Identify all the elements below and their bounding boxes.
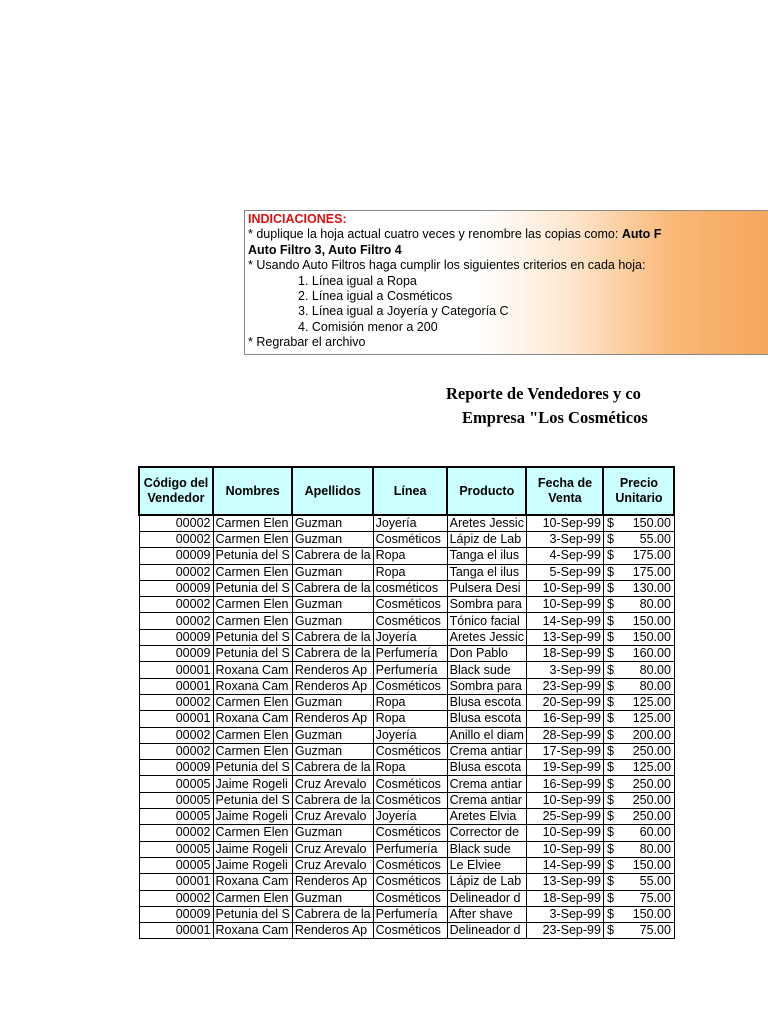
cell-linea[interactable]: Ropa (373, 760, 447, 776)
cell-linea[interactable]: Cosméticos (373, 923, 447, 939)
cell-linea[interactable]: Ropa (373, 694, 447, 710)
cell-fecha[interactable]: 13-Sep-99 (526, 874, 603, 890)
cell-precio[interactable] (603, 678, 674, 694)
cell-fecha[interactable]: 16-Sep-99 (526, 711, 603, 727)
cell-producto[interactable]: Sombra para (447, 678, 526, 694)
report-title (370, 382, 768, 430)
header-precio[interactable]: Precio Unitario (603, 467, 674, 515)
price-amount: 80.00 (639, 678, 671, 693)
cell-fecha[interactable]: 20-Sep-99 (526, 694, 603, 710)
table-row (139, 629, 674, 645)
price-amount: 80.00 (639, 841, 671, 856)
cell-apellidos[interactable]: Cabrera de la (292, 760, 373, 776)
cell-codigo[interactable]: 00002 (139, 532, 213, 548)
price-amount: 175.00 (632, 548, 671, 563)
report-title-line-2: Empresa "Los Cosméticos (462, 408, 648, 427)
cell-linea[interactable]: Cosméticos (373, 890, 447, 906)
table-row (139, 532, 674, 548)
cell-apellidos[interactable]: Cabrera de la (292, 548, 373, 564)
currency-symbol: $ (606, 890, 614, 905)
cell-producto[interactable]: Crema antiar (447, 792, 526, 808)
price-amount: 80.00 (639, 597, 671, 612)
table-row (139, 646, 674, 662)
cell-precio[interactable] (603, 646, 674, 662)
cell-apellidos[interactable]: Cruz Arevalo (292, 857, 373, 873)
price-amount: 250.00 (632, 809, 671, 824)
table-row (139, 906, 674, 922)
cell-producto[interactable]: Don Pablo (447, 646, 526, 662)
cell-nombres[interactable]: Carmen Elen (213, 597, 292, 613)
table-body (139, 515, 674, 939)
cell-apellidos[interactable]: Cruz Arevalo (292, 841, 373, 857)
cell-linea[interactable]: Cosméticos (373, 825, 447, 841)
report-title-line-1: Reporte de Vendedores y co (446, 384, 641, 403)
cell-precio[interactable] (603, 743, 674, 759)
price-amount: 125.00 (632, 711, 671, 726)
cell-precio[interactable] (603, 597, 674, 613)
table-row (139, 711, 674, 727)
cell-linea[interactable]: Cosméticos (373, 613, 447, 629)
price-amount: 150.00 (632, 613, 671, 628)
cell-codigo[interactable]: 00002 (139, 825, 213, 841)
cell-nombres[interactable]: Petunia del S (213, 548, 292, 564)
price-amount: 125.00 (632, 695, 671, 710)
table-row (139, 564, 674, 580)
currency-symbol: $ (606, 874, 614, 889)
cell-nombres[interactable]: Carmen Elen (213, 564, 292, 580)
currency-symbol: $ (606, 841, 614, 856)
currency-symbol: $ (606, 906, 614, 921)
currency-symbol: $ (606, 744, 614, 758)
table-row (139, 776, 674, 792)
currency-symbol: $ (606, 564, 614, 579)
header-nombres[interactable]: Nombres (213, 467, 292, 515)
instructions-line-save: * Regrabar el archivo (248, 335, 366, 350)
cell-fecha[interactable]: 16-Sep-99 (526, 776, 603, 792)
cell-apellidos[interactable]: Cruz Arevalo (292, 776, 373, 792)
cell-apellidos[interactable]: Cabrera de la (292, 906, 373, 922)
cell-fecha[interactable]: 3-Sep-99 (526, 662, 603, 678)
sales-table (138, 466, 675, 939)
cell-producto[interactable]: Aretes Elvia (447, 809, 526, 825)
cell-linea[interactable]: Ropa (373, 548, 447, 564)
cell-apellidos[interactable]: Guzman (292, 515, 373, 532)
cell-codigo[interactable]: 00002 (139, 694, 213, 710)
cell-fecha[interactable]: 28-Sep-99 (526, 727, 603, 743)
currency-symbol: $ (606, 613, 614, 628)
cell-apellidos[interactable]: Guzman (292, 743, 373, 759)
cell-fecha[interactable]: 23-Sep-99 (526, 923, 603, 939)
cell-codigo[interactable]: 00002 (139, 743, 213, 759)
cell-producto[interactable]: Sombra para (447, 597, 526, 613)
cell-producto[interactable]: Le Elviee (447, 857, 526, 873)
price-amount: 250.00 (632, 744, 671, 758)
cell-fecha[interactable]: 10-Sep-99 (526, 825, 603, 841)
cell-precio[interactable] (603, 613, 674, 629)
cell-codigo[interactable]: 00001 (139, 923, 213, 939)
instructions-line-sheet-names: Auto Filtro 3, Auto Filtro 4 (248, 242, 402, 257)
cell-nombres[interactable]: Carmen Elen (213, 515, 292, 532)
cell-precio[interactable] (603, 906, 674, 922)
cell-apellidos[interactable]: Renderos Ap (292, 923, 373, 939)
cell-nombres[interactable]: Carmen Elen (213, 727, 292, 743)
cell-fecha[interactable]: 18-Sep-99 (526, 646, 603, 662)
cell-linea[interactable]: Joyería (373, 629, 447, 645)
instructions-line-autofilter: * Usando Auto Filtros haga cumplir los siguientes criterios en cada hoja: (248, 258, 646, 273)
cell-codigo[interactable]: 00009 (139, 760, 213, 776)
cell-fecha[interactable]: 10-Sep-99 (526, 515, 603, 532)
cell-producto[interactable]: Lápiz de Lab (447, 874, 526, 890)
cell-fecha[interactable]: 5-Sep-99 (526, 564, 603, 580)
currency-symbol: $ (606, 923, 614, 938)
cell-nombres[interactable]: Roxana Cam (213, 874, 292, 890)
currency-symbol: $ (606, 711, 614, 726)
cell-codigo[interactable]: 00005 (139, 776, 213, 792)
price-amount: 200.00 (632, 727, 671, 742)
table-row (139, 890, 674, 906)
cell-linea[interactable]: Cosméticos (373, 597, 447, 613)
currency-symbol: $ (606, 776, 614, 791)
cell-nombres[interactable]: Carmen Elen (213, 890, 292, 906)
cell-nombres[interactable]: Petunia del S (213, 629, 292, 645)
cell-producto[interactable]: Black sude (447, 841, 526, 857)
cell-codigo[interactable]: 00002 (139, 727, 213, 743)
header-producto[interactable]: Producto (447, 467, 526, 515)
currency-symbol: $ (606, 646, 614, 661)
price-amount: 150.00 (632, 516, 671, 530)
cell-codigo[interactable]: 00002 (139, 890, 213, 906)
currency-symbol: $ (606, 532, 614, 547)
currency-symbol: $ (606, 809, 614, 824)
table-row (139, 923, 674, 939)
cell-precio[interactable] (603, 890, 674, 906)
cell-fecha[interactable]: 10-Sep-99 (526, 792, 603, 808)
cell-codigo[interactable]: 00001 (139, 711, 213, 727)
cell-linea[interactable]: Joyería (373, 515, 447, 532)
cell-apellidos[interactable]: Cabrera de la (292, 629, 373, 645)
cell-linea[interactable]: Perfumería (373, 841, 447, 857)
cell-linea[interactable]: Perfumería (373, 662, 447, 678)
cell-precio[interactable] (603, 760, 674, 776)
cell-linea[interactable]: Cosméticos (373, 743, 447, 759)
cell-precio[interactable] (603, 629, 674, 645)
cell-producto[interactable]: Tónico facial (447, 613, 526, 629)
header-fecha[interactable]: Fecha de Venta (526, 467, 603, 515)
cell-linea[interactable]: Joyería (373, 809, 447, 825)
cell-precio[interactable] (603, 776, 674, 792)
cell-producto[interactable]: Anillo el diam (447, 727, 526, 743)
cell-precio[interactable] (603, 548, 674, 564)
cell-apellidos[interactable]: Guzman (292, 613, 373, 629)
cell-fecha[interactable]: 13-Sep-99 (526, 629, 603, 645)
currency-symbol: $ (606, 858, 614, 873)
criterion-1: 1. Línea igual a Ropa (298, 273, 417, 288)
currency-symbol: $ (606, 662, 614, 677)
cell-precio[interactable] (603, 727, 674, 743)
cell-nombres[interactable]: Jaime Rogeli (213, 857, 292, 873)
header-row (139, 467, 674, 515)
instructions-line-duplicate: * duplique la hoja actual cuatro veces y renombre las copias como: Auto F (248, 227, 662, 242)
cell-fecha[interactable]: 23-Sep-99 (526, 678, 603, 694)
cell-apellidos[interactable]: Renderos Ap (292, 662, 373, 678)
header-codigo[interactable]: Código del Vendedor (139, 467, 213, 515)
table-row (139, 548, 674, 564)
cell-fecha[interactable]: 14-Sep-99 (526, 613, 603, 629)
cell-fecha[interactable]: 19-Sep-99 (526, 760, 603, 776)
currency-symbol: $ (606, 678, 614, 693)
criterion-4: 4. Comisión menor a 200 (298, 319, 438, 334)
cell-codigo[interactable]: 00001 (139, 874, 213, 890)
price-amount: 250.00 (632, 776, 671, 791)
cell-linea[interactable]: Cosméticos (373, 532, 447, 548)
cell-apellidos[interactable]: Guzman (292, 532, 373, 548)
table-row (139, 841, 674, 857)
cell-nombres[interactable]: Petunia del S (213, 906, 292, 922)
cell-fecha[interactable]: 3-Sep-99 (526, 906, 603, 922)
table-row (139, 694, 674, 710)
cell-fecha[interactable]: 4-Sep-99 (526, 548, 603, 564)
cell-producto[interactable]: Crema antiar (447, 776, 526, 792)
price-amount: 55.00 (639, 874, 671, 889)
cell-codigo[interactable]: 00005 (139, 841, 213, 857)
cell-nombres[interactable]: Carmen Elen (213, 825, 292, 841)
cell-producto[interactable]: Corrector de (447, 825, 526, 841)
cell-fecha[interactable]: 25-Sep-99 (526, 809, 603, 825)
cell-producto[interactable]: Blusa escota (447, 711, 526, 727)
currency-symbol: $ (606, 548, 614, 563)
header-linea[interactable]: Línea (373, 467, 447, 515)
cell-producto[interactable]: Delineador d (447, 923, 526, 939)
cell-codigo[interactable]: 00002 (139, 613, 213, 629)
cell-nombres[interactable]: Jaime Rogeli (213, 841, 292, 857)
price-amount: 250.00 (632, 792, 671, 807)
cell-precio[interactable] (603, 515, 674, 532)
cell-apellidos[interactable]: Cabrera de la (292, 580, 373, 596)
cell-producto[interactable]: After shave (447, 906, 526, 922)
cell-apellidos[interactable]: Cabrera de la (292, 646, 373, 662)
cell-nombres[interactable]: Roxana Cam (213, 662, 292, 678)
cell-nombres[interactable]: Carmen Elen (213, 532, 292, 548)
price-amount: 125.00 (632, 760, 671, 775)
cell-fecha[interactable]: 10-Sep-99 (526, 580, 603, 596)
currency-symbol: $ (606, 792, 614, 807)
cell-precio[interactable] (603, 711, 674, 727)
currency-symbol: $ (606, 727, 614, 742)
price-amount: 130.00 (632, 581, 671, 596)
cell-nombres[interactable]: Roxana Cam (213, 711, 292, 727)
cell-codigo[interactable]: 00009 (139, 580, 213, 596)
cell-precio[interactable] (603, 825, 674, 841)
cell-precio[interactable] (603, 580, 674, 596)
cell-linea[interactable]: Perfumería (373, 906, 447, 922)
cell-linea[interactable]: Cosméticos (373, 792, 447, 808)
cell-codigo[interactable]: 00009 (139, 906, 213, 922)
cell-producto[interactable]: Aretes Jessic (447, 629, 526, 645)
cell-linea[interactable]: cosméticos (373, 580, 447, 596)
price-amount: 75.00 (639, 890, 671, 905)
cell-producto[interactable]: Delineador d (447, 890, 526, 906)
cell-linea[interactable]: Ropa (373, 564, 447, 580)
table-row (139, 792, 674, 808)
price-amount: 60.00 (639, 825, 671, 840)
currency-symbol: $ (606, 760, 614, 775)
cell-fecha[interactable]: 10-Sep-99 (526, 841, 603, 857)
table-row (139, 874, 674, 890)
cell-linea[interactable]: Cosméticos (373, 874, 447, 890)
table-row (139, 678, 674, 694)
currency-symbol: $ (606, 581, 614, 596)
cell-fecha[interactable]: 10-Sep-99 (526, 597, 603, 613)
currency-symbol: $ (606, 695, 614, 710)
table-row (139, 580, 674, 596)
price-amount: 150.00 (632, 906, 671, 921)
table-row (139, 613, 674, 629)
currency-symbol: $ (606, 825, 614, 840)
table-row (139, 825, 674, 841)
criterion-2: 2. Línea igual a Cosméticos (298, 289, 453, 304)
cell-producto[interactable]: Black sude (447, 662, 526, 678)
cell-linea[interactable]: Ropa (373, 711, 447, 727)
cell-linea[interactable]: Cosméticos (373, 857, 447, 873)
cell-apellidos[interactable]: Renderos Ap (292, 874, 373, 890)
cell-producto[interactable]: Lápiz de Lab (447, 532, 526, 548)
cell-linea[interactable]: Perfumería (373, 646, 447, 662)
cell-producto[interactable]: Aretes Jessic (447, 515, 526, 532)
cell-codigo[interactable]: 00001 (139, 678, 213, 694)
table-row (139, 857, 674, 873)
currency-symbol: $ (606, 629, 614, 644)
cell-producto[interactable]: Crema antiar (447, 743, 526, 759)
cell-precio[interactable] (603, 694, 674, 710)
cell-precio[interactable] (603, 792, 674, 808)
table-row (139, 727, 674, 743)
cell-apellidos[interactable]: Cabrera de la (292, 792, 373, 808)
cell-fecha[interactable]: 18-Sep-99 (526, 890, 603, 906)
cell-nombres[interactable]: Jaime Rogeli (213, 809, 292, 825)
cell-apellidos[interactable]: Guzman (292, 564, 373, 580)
cell-precio[interactable] (603, 662, 674, 678)
table-row (139, 809, 674, 825)
cell-nombres[interactable]: Petunia del S (213, 580, 292, 596)
price-amount: 80.00 (639, 662, 671, 677)
cell-nombres[interactable]: Petunia del S (213, 792, 292, 808)
cell-nombres[interactable]: Carmen Elen (213, 743, 292, 759)
cell-linea[interactable]: Joyería (373, 727, 447, 743)
table-row (139, 597, 674, 613)
cell-fecha[interactable]: 17-Sep-99 (526, 743, 603, 759)
cell-producto[interactable]: Blusa escota (447, 694, 526, 710)
instructions-title: INDICIACIONES: (248, 212, 347, 226)
cell-nombres[interactable]: Roxana Cam (213, 678, 292, 694)
cell-producto[interactable]: Pulsera Desi (447, 580, 526, 596)
table-row (139, 760, 674, 776)
cell-apellidos[interactable]: Guzman (292, 727, 373, 743)
cell-nombres[interactable]: Petunia del S (213, 760, 292, 776)
table-row (139, 515, 674, 532)
price-amount: 160.00 (632, 646, 671, 661)
cell-nombres[interactable]: Petunia del S (213, 646, 292, 662)
cell-apellidos[interactable]: Renderos Ap (292, 678, 373, 694)
price-amount: 150.00 (632, 858, 671, 873)
cell-codigo[interactable]: 00009 (139, 548, 213, 564)
cell-apellidos[interactable]: Guzman (292, 890, 373, 906)
cell-apellidos[interactable]: Guzman (292, 597, 373, 613)
price-amount: 175.00 (632, 564, 671, 579)
price-amount: 150.00 (632, 629, 671, 644)
cell-precio[interactable] (603, 923, 674, 939)
cell-precio[interactable] (603, 841, 674, 857)
cell-producto[interactable]: Tanga el ilus (447, 564, 526, 580)
cell-codigo[interactable]: 00002 (139, 515, 213, 532)
currency-symbol: $ (606, 516, 614, 530)
table-row (139, 743, 674, 759)
instructions-box (244, 210, 768, 355)
table-row (139, 662, 674, 678)
cell-codigo[interactable]: 00005 (139, 792, 213, 808)
cell-nombres[interactable]: Jaime Rogeli (213, 776, 292, 792)
cell-producto[interactable]: Tanga el ilus (447, 548, 526, 564)
cell-apellidos[interactable]: Renderos Ap (292, 711, 373, 727)
cell-precio[interactable] (603, 857, 674, 873)
cell-precio[interactable] (603, 809, 674, 825)
cell-fecha[interactable]: 3-Sep-99 (526, 532, 603, 548)
cell-nombres[interactable]: Carmen Elen (213, 694, 292, 710)
cell-codigo[interactable]: 00002 (139, 597, 213, 613)
cell-apellidos[interactable]: Guzman (292, 825, 373, 841)
cell-precio[interactable] (603, 874, 674, 890)
cell-linea[interactable]: Cosméticos (373, 678, 447, 694)
cell-linea[interactable]: Cosméticos (373, 776, 447, 792)
cell-apellidos[interactable]: Guzman (292, 694, 373, 710)
cell-codigo[interactable]: 00009 (139, 646, 213, 662)
price-amount: 75.00 (639, 923, 671, 938)
cell-codigo[interactable]: 00005 (139, 857, 213, 873)
cell-codigo[interactable]: 00009 (139, 629, 213, 645)
price-amount: 55.00 (639, 532, 671, 547)
cell-apellidos[interactable]: Cruz Arevalo (292, 809, 373, 825)
cell-codigo[interactable]: 00002 (139, 564, 213, 580)
cell-precio[interactable] (603, 564, 674, 580)
header-apellidos[interactable]: Apellidos (292, 467, 373, 515)
criterion-3: 3. Línea igual a Joyería y Categoría C (298, 304, 509, 319)
cell-codigo[interactable]: 00005 (139, 809, 213, 825)
cell-codigo[interactable]: 00001 (139, 662, 213, 678)
cell-nombres[interactable]: Roxana Cam (213, 923, 292, 939)
cell-fecha[interactable]: 14-Sep-99 (526, 857, 603, 873)
currency-symbol: $ (606, 597, 614, 612)
cell-nombres[interactable]: Carmen Elen (213, 613, 292, 629)
cell-producto[interactable]: Blusa escota (447, 760, 526, 776)
cell-precio[interactable] (603, 532, 674, 548)
